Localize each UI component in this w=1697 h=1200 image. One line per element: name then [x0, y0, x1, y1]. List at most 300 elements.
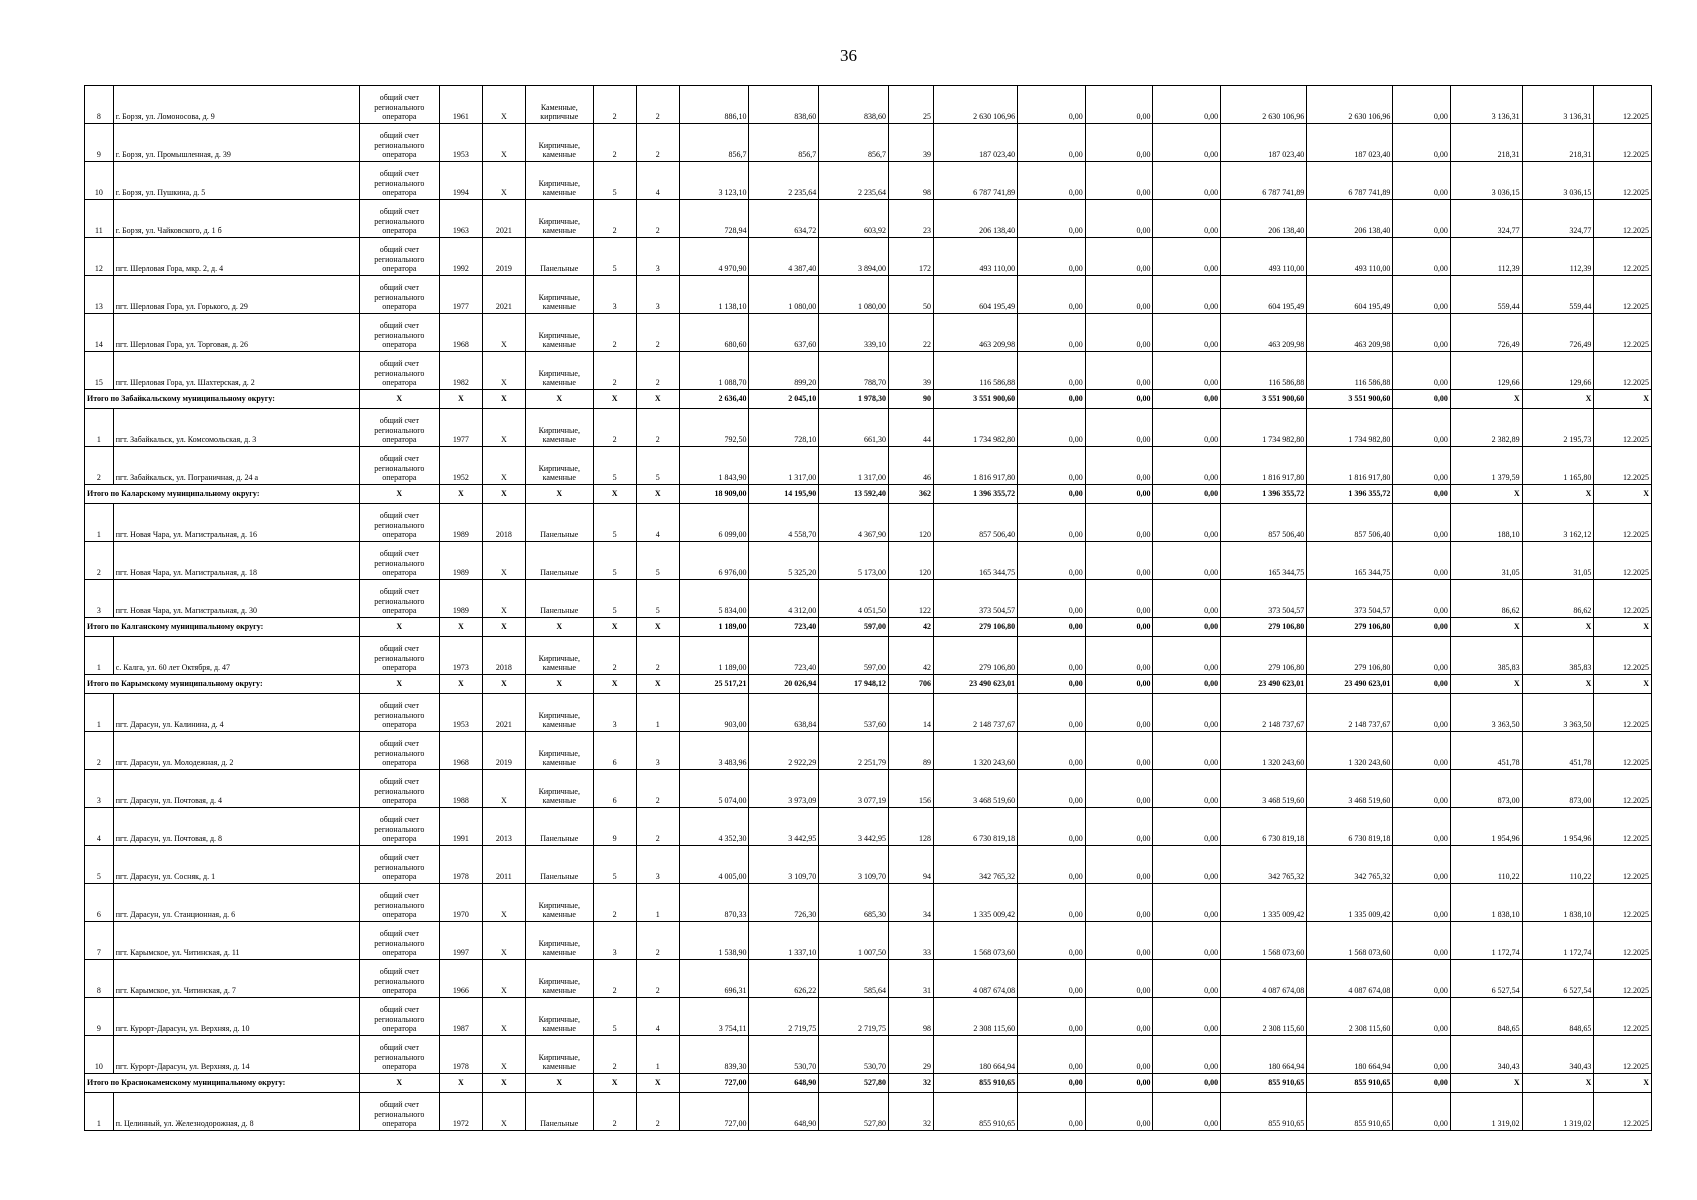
- value-cell-c5: 3 468 519,60: [1221, 770, 1307, 808]
- material-cell: [525, 314, 593, 352]
- value-cell-a2: 1 337,10: [749, 922, 819, 960]
- material-cell: [525, 238, 593, 276]
- value-cell-c1: 1 734 982,80: [934, 409, 1018, 447]
- value-cell-c9: 1 838,10: [1522, 884, 1594, 922]
- value-cell-c3: 0,00: [1085, 998, 1153, 1036]
- entrances-cell: 4: [636, 162, 679, 200]
- value-cell-c8: 559,44: [1450, 276, 1522, 314]
- value-cell-c3: 0,00: [1085, 1036, 1153, 1074]
- year-cell: 1968: [439, 314, 482, 352]
- account-line: оператора: [382, 606, 417, 616]
- value-cell-c1: 1 396 355,72: [934, 485, 1018, 504]
- value-cell-a3: 17 948,12: [819, 675, 889, 694]
- value-cell-a1: 25 517,21: [679, 675, 749, 694]
- value-cell-c2: 0,00: [1018, 1093, 1086, 1131]
- value-cell-c6: 116 586,88: [1307, 352, 1393, 390]
- value-cell-c8: X: [1450, 618, 1522, 637]
- entrances-cell: 2: [636, 637, 679, 675]
- value-cell-c1: 116 586,88: [934, 352, 1018, 390]
- material-line: Кирпичные,: [538, 900, 580, 910]
- floors-cell: 5: [593, 238, 636, 276]
- value-cell-c4: 0,00: [1153, 675, 1221, 694]
- value-cell-c4: 0,00: [1153, 770, 1221, 808]
- value-cell-c9: 3 036,15: [1522, 162, 1594, 200]
- value-cell-c2: 0,00: [1018, 675, 1086, 694]
- account-line: оператора: [382, 435, 417, 445]
- account-line: оператора: [382, 378, 417, 388]
- value-cell-c7: 0,00: [1393, 314, 1450, 352]
- value-cell-c3: 0,00: [1085, 124, 1153, 162]
- table-row: [85, 998, 1652, 1036]
- table-row: [85, 86, 1652, 124]
- value-cell-c9: 340,43: [1522, 1036, 1594, 1074]
- value-cell-a1: 5 074,00: [679, 770, 749, 808]
- value-cell-c1: 857 506,40: [934, 504, 1018, 542]
- account-line: регионального: [374, 140, 425, 150]
- material-cell: [525, 998, 593, 1036]
- value-cell-a2: 723,40: [749, 637, 819, 675]
- entrances-cell: 2: [636, 314, 679, 352]
- value-cell-c2: 0,00: [1018, 998, 1086, 1036]
- value-cell-c4: 0,00: [1153, 618, 1221, 637]
- row-number: 12: [85, 238, 114, 276]
- year-cell: 1978: [439, 846, 482, 884]
- value-cell-c6: 279 106,80: [1307, 637, 1393, 675]
- account-line: оператора: [382, 264, 417, 274]
- value-cell-c6: 1 320 243,60: [1307, 732, 1393, 770]
- year-cell: 1952: [439, 447, 482, 485]
- value-cell-a1: 2 636,40: [679, 390, 749, 409]
- value-cell-c8: 1 379,59: [1450, 447, 1522, 485]
- date-cell: 12.2025: [1594, 1036, 1652, 1074]
- entrances-cell: 2: [636, 960, 679, 998]
- repair-year-cell: 2013: [482, 808, 525, 846]
- repair-year-cell: X: [482, 580, 525, 618]
- value-cell-c9: 112,39: [1522, 238, 1594, 276]
- entrances-cell: 3: [636, 846, 679, 884]
- material-cell: [525, 732, 593, 770]
- account-line: общий счет: [379, 549, 419, 559]
- value-cell-c3: 0,00: [1085, 485, 1153, 504]
- value-cell-c2: 0,00: [1018, 846, 1086, 884]
- address-cell: пгт. Карымское, ул. Читинская, д. 11: [113, 922, 359, 960]
- value-cell-a1: 792,50: [679, 409, 749, 447]
- table-row: [85, 770, 1652, 808]
- value-cell-res: 98: [888, 998, 933, 1036]
- value-cell-a2: 14 195,90: [749, 485, 819, 504]
- account-line: регионального: [374, 1109, 425, 1119]
- value-cell-c5: 23 490 623,01: [1221, 675, 1307, 694]
- value-cell-c4: 0,00: [1153, 162, 1221, 200]
- entrances-cell: 1: [636, 1036, 679, 1074]
- table-row: [85, 314, 1652, 352]
- floors-cell: 2: [593, 124, 636, 162]
- value-cell-c1: 6 787 741,89: [934, 162, 1018, 200]
- value-cell-c9: X: [1522, 1074, 1594, 1093]
- value-cell-c3: 0,00: [1085, 352, 1153, 390]
- value-cell-c5: 604 195,49: [1221, 276, 1307, 314]
- address-cell: пгт. Курорт-Дарасун, ул. Верхняя, д. 14: [113, 1036, 359, 1074]
- floors-cell: 2: [593, 314, 636, 352]
- account-cell: [359, 998, 439, 1036]
- value-cell-a3: 3 894,00: [819, 238, 889, 276]
- value-cell-c2: 0,00: [1018, 960, 1086, 998]
- account-cell: [359, 124, 439, 162]
- floors-cell: 2: [593, 960, 636, 998]
- account-line: регионального: [374, 292, 425, 302]
- value-cell-c7: 0,00: [1393, 86, 1450, 124]
- value-cell-a1: 6 976,00: [679, 542, 749, 580]
- repair-year-cell: X: [482, 409, 525, 447]
- value-cell-c6: 165 344,75: [1307, 542, 1393, 580]
- year-cell: 1992: [439, 238, 482, 276]
- address-cell: п. Целинный, ул. Железнодорожная, д. 8: [113, 1093, 359, 1131]
- floors-cell: 5: [593, 846, 636, 884]
- value-cell-c4: 0,00: [1153, 846, 1221, 884]
- subtotal-label: Итого по Каларскому муниципальному округу:: [85, 485, 360, 504]
- account-line: общий счет: [379, 245, 419, 255]
- date-cell: 12.2025: [1594, 694, 1652, 732]
- material-cell: [525, 960, 593, 998]
- value-cell-c1: 187 023,40: [934, 124, 1018, 162]
- address-cell: пгт. Шерловая Гора, ул. Шахтерская, д. 2: [113, 352, 359, 390]
- value-cell-c2: 0,00: [1018, 352, 1086, 390]
- date-cell: 12.2025: [1594, 922, 1652, 960]
- account-line: оператора: [382, 1024, 417, 1034]
- material-cell: X: [525, 485, 593, 504]
- value-cell-a3: 2 251,79: [819, 732, 889, 770]
- repair-year-cell: 2018: [482, 637, 525, 675]
- value-cell-c9: 1 172,74: [1522, 922, 1594, 960]
- value-cell-c1: 855 910,65: [934, 1074, 1018, 1093]
- value-cell-c3: 0,00: [1085, 884, 1153, 922]
- table-row: [85, 200, 1652, 238]
- account-cell: [359, 922, 439, 960]
- value-cell-res: 39: [888, 352, 933, 390]
- value-cell-c6: 1 734 982,80: [1307, 409, 1393, 447]
- value-cell-c7: 0,00: [1393, 200, 1450, 238]
- value-cell-a3: 1 080,00: [819, 276, 889, 314]
- value-cell-c4: 0,00: [1153, 447, 1221, 485]
- value-cell-c6: 3 468 519,60: [1307, 770, 1393, 808]
- entrances-cell: X: [636, 675, 679, 694]
- material-line: каменные: [542, 663, 576, 673]
- material-line: каменные: [542, 435, 576, 445]
- address-cell: пгт. Забайкальск, ул. Комсомольская, д. 3: [113, 409, 359, 447]
- floors-cell: 3: [593, 694, 636, 732]
- date-cell: 12.2025: [1594, 276, 1652, 314]
- date-cell: 12.2025: [1594, 124, 1652, 162]
- value-cell-c9: 31,05: [1522, 542, 1594, 580]
- account-cell: X: [359, 618, 439, 637]
- date-cell: X: [1594, 618, 1652, 637]
- account-line: регионального: [374, 824, 425, 834]
- material-cell: [525, 276, 593, 314]
- row-number: 15: [85, 352, 114, 390]
- value-cell-c2: 0,00: [1018, 447, 1086, 485]
- value-cell-c1: 1 320 243,60: [934, 732, 1018, 770]
- entrances-cell: 2: [636, 409, 679, 447]
- account-line: общий счет: [379, 701, 419, 711]
- account-cell: [359, 884, 439, 922]
- value-cell-c5: 1 734 982,80: [1221, 409, 1307, 447]
- value-cell-c8: 324,77: [1450, 200, 1522, 238]
- account-line: оператора: [382, 568, 417, 578]
- material-line: каменные: [542, 948, 576, 958]
- value-cell-c3: 0,00: [1085, 580, 1153, 618]
- value-cell-c7: 0,00: [1393, 732, 1450, 770]
- table-row: [85, 352, 1652, 390]
- value-cell-res: 362: [888, 485, 933, 504]
- value-cell-res: 33: [888, 922, 933, 960]
- material-line: каменные: [542, 910, 576, 920]
- date-cell: X: [1594, 675, 1652, 694]
- value-cell-c1: 2 630 106,96: [934, 86, 1018, 124]
- value-cell-res: 706: [888, 675, 933, 694]
- value-cell-a2: 3 973,09: [749, 770, 819, 808]
- value-cell-a3: 1 317,00: [819, 447, 889, 485]
- value-cell-c2: 0,00: [1018, 808, 1086, 846]
- value-cell-c4: 0,00: [1153, 1036, 1221, 1074]
- repair-year-cell: 2018: [482, 504, 525, 542]
- value-cell-c1: 604 195,49: [934, 276, 1018, 314]
- value-cell-c8: 1 172,74: [1450, 922, 1522, 960]
- value-cell-c7: 0,00: [1393, 124, 1450, 162]
- value-cell-c1: 3 551 900,60: [934, 390, 1018, 409]
- subtotal-row: [85, 390, 1652, 409]
- value-cell-c8: 2 382,89: [1450, 409, 1522, 447]
- date-cell: 12.2025: [1594, 770, 1652, 808]
- value-cell-a3: 339,10: [819, 314, 889, 352]
- table-row: [85, 409, 1652, 447]
- date-cell: 12.2025: [1594, 884, 1652, 922]
- account-cell: [359, 542, 439, 580]
- account-cell: X: [359, 675, 439, 694]
- value-cell-c2: 0,00: [1018, 542, 1086, 580]
- row-number: 13: [85, 276, 114, 314]
- table-row: [85, 1093, 1652, 1131]
- value-cell-c5: 857 506,40: [1221, 504, 1307, 542]
- value-cell-c7: 0,00: [1393, 694, 1450, 732]
- date-cell: 12.2025: [1594, 998, 1652, 1036]
- account-cell: [359, 732, 439, 770]
- value-cell-a2: 2 922,29: [749, 732, 819, 770]
- material-cell: [525, 637, 593, 675]
- value-cell-c1: 4 087 674,08: [934, 960, 1018, 998]
- value-cell-c4: 0,00: [1153, 409, 1221, 447]
- repair-year-cell: X: [482, 86, 525, 124]
- material-cell: [525, 352, 593, 390]
- value-cell-c6: 1 335 009,42: [1307, 884, 1393, 922]
- value-cell-c2: 0,00: [1018, 162, 1086, 200]
- account-cell: [359, 238, 439, 276]
- value-cell-a1: 886,10: [679, 86, 749, 124]
- entrances-cell: 2: [636, 922, 679, 960]
- value-cell-a2: 4 387,40: [749, 238, 819, 276]
- address-cell: пгт. Карымское, ул. Читинская, д. 7: [113, 960, 359, 998]
- row-number: 1: [85, 694, 114, 732]
- table-row: [85, 808, 1652, 846]
- material-cell: [525, 86, 593, 124]
- value-cell-res: 31: [888, 960, 933, 998]
- account-cell: [359, 409, 439, 447]
- floors-cell: 6: [593, 732, 636, 770]
- subtotal-row: [85, 618, 1652, 637]
- value-cell-a2: 648,90: [749, 1074, 819, 1093]
- value-cell-a2: 638,84: [749, 694, 819, 732]
- row-number: 11: [85, 200, 114, 238]
- account-line: оператора: [382, 530, 417, 540]
- account-line: регионального: [374, 425, 425, 435]
- account-line: общий счет: [379, 283, 419, 293]
- value-cell-c6: 2 148 737,67: [1307, 694, 1393, 732]
- value-cell-a2: 728,10: [749, 409, 819, 447]
- value-cell-c4: 0,00: [1153, 960, 1221, 998]
- repair-year-cell: X: [482, 314, 525, 352]
- value-cell-c8: 3 036,15: [1450, 162, 1522, 200]
- value-cell-c5: 373 504,57: [1221, 580, 1307, 618]
- date-cell: 12.2025: [1594, 732, 1652, 770]
- row-number: 3: [85, 580, 114, 618]
- year-cell: 1966: [439, 960, 482, 998]
- account-line: регионального: [374, 976, 425, 986]
- table-row: [85, 162, 1652, 200]
- value-cell-c8: 848,65: [1450, 998, 1522, 1036]
- value-cell-c3: 0,00: [1085, 447, 1153, 485]
- entrances-cell: 1: [636, 694, 679, 732]
- floors-cell: X: [593, 390, 636, 409]
- address-cell: г. Борзя, ул. Промышленная, д. 39: [113, 124, 359, 162]
- value-cell-c9: 451,78: [1522, 732, 1594, 770]
- value-cell-c9: 110,22: [1522, 846, 1594, 884]
- year-cell: 1977: [439, 409, 482, 447]
- address-cell: пгт. Забайкальск, ул. Пограничная, д. 24 а: [113, 447, 359, 485]
- address-cell: пгт. Шерловая Гора, мкр. 2, д. 4: [113, 238, 359, 276]
- value-cell-a3: 537,60: [819, 694, 889, 732]
- value-cell-c7: 0,00: [1393, 1036, 1450, 1074]
- value-cell-a1: 3 123,10: [679, 162, 749, 200]
- floors-cell: 2: [593, 409, 636, 447]
- value-cell-c6: 604 195,49: [1307, 276, 1393, 314]
- value-cell-a2: 2 235,64: [749, 162, 819, 200]
- address-cell: пгт. Дарасун, ул. Станционная, д. 6: [113, 884, 359, 922]
- value-cell-res: 120: [888, 542, 933, 580]
- value-cell-c5: 1 816 917,80: [1221, 447, 1307, 485]
- value-cell-c7: 0,00: [1393, 1074, 1450, 1093]
- year-cell: 1989: [439, 580, 482, 618]
- floors-cell: 2: [593, 1093, 636, 1131]
- entrances-cell: 2: [636, 1093, 679, 1131]
- value-cell-c9: 726,49: [1522, 314, 1594, 352]
- value-cell-c6: 493 110,00: [1307, 238, 1393, 276]
- table-row: [85, 447, 1652, 485]
- value-cell-c4: 0,00: [1153, 390, 1221, 409]
- account-line: общий счет: [379, 929, 419, 939]
- value-cell-c3: 0,00: [1085, 732, 1153, 770]
- entrances-cell: 2: [636, 86, 679, 124]
- value-cell-a3: 838,60: [819, 86, 889, 124]
- address-cell: г. Борзя, ул. Пушкина, д. 5: [113, 162, 359, 200]
- row-number: 1: [85, 1093, 114, 1131]
- value-cell-c7: 0,00: [1393, 390, 1450, 409]
- entrances-cell: 2: [636, 124, 679, 162]
- value-cell-c3: 0,00: [1085, 675, 1153, 694]
- material-cell: [525, 922, 593, 960]
- value-cell-c4: 0,00: [1153, 485, 1221, 504]
- account-cell: [359, 1036, 439, 1074]
- value-cell-c6: 1 396 355,72: [1307, 485, 1393, 504]
- value-cell-res: 89: [888, 732, 933, 770]
- value-cell-a2: 4 558,70: [749, 504, 819, 542]
- value-cell-c4: 0,00: [1153, 922, 1221, 960]
- account-line: общий счет: [379, 853, 419, 863]
- date-cell: X: [1594, 485, 1652, 504]
- value-cell-c1: 2 308 115,60: [934, 998, 1018, 1036]
- material-line: Кирпичные,: [538, 938, 580, 948]
- account-cell: [359, 86, 439, 124]
- value-cell-a1: 5 834,00: [679, 580, 749, 618]
- year-cell: X: [439, 1074, 482, 1093]
- account-line: оператора: [382, 986, 417, 996]
- material-line: Панельные: [540, 872, 579, 882]
- material-line: каменные: [542, 340, 576, 350]
- value-cell-c6: 1 568 073,60: [1307, 922, 1393, 960]
- value-cell-c7: 0,00: [1393, 922, 1450, 960]
- value-cell-c7: 0,00: [1393, 960, 1450, 998]
- entrances-cell: X: [636, 485, 679, 504]
- account-line: оператора: [382, 1062, 417, 1072]
- value-cell-c1: 206 138,40: [934, 200, 1018, 238]
- value-cell-res: 29: [888, 1036, 933, 1074]
- value-cell-c6: 6 787 741,89: [1307, 162, 1393, 200]
- value-cell-a1: 3 754,11: [679, 998, 749, 1036]
- account-line: оператора: [382, 340, 417, 350]
- account-line: общий счет: [379, 1005, 419, 1015]
- row-number: 1: [85, 504, 114, 542]
- account-line: оператора: [382, 663, 417, 673]
- date-cell: 12.2025: [1594, 542, 1652, 580]
- subtotal-label: Итого по Краснокаменскому муниципальному округу:: [85, 1074, 360, 1093]
- table-row: [85, 1036, 1652, 1074]
- material-cell: [525, 409, 593, 447]
- value-cell-c3: 0,00: [1085, 390, 1153, 409]
- value-cell-c2: 0,00: [1018, 694, 1086, 732]
- value-cell-a1: 727,00: [679, 1074, 749, 1093]
- floors-cell: X: [593, 485, 636, 504]
- address-cell: пгт. Дарасун, ул. Калинина, д. 4: [113, 694, 359, 732]
- date-cell: 12.2025: [1594, 162, 1652, 200]
- value-cell-res: 156: [888, 770, 933, 808]
- account-line: регионального: [374, 463, 425, 473]
- value-cell-a2: 626,22: [749, 960, 819, 998]
- account-line: оператора: [382, 872, 417, 882]
- value-cell-c2: 0,00: [1018, 637, 1086, 675]
- value-cell-c5: 463 209,98: [1221, 314, 1307, 352]
- value-cell-c9: X: [1522, 675, 1594, 694]
- account-line: общий счет: [379, 1043, 419, 1053]
- value-cell-c6: 857 506,40: [1307, 504, 1393, 542]
- value-cell-c9: 2 195,73: [1522, 409, 1594, 447]
- value-cell-a3: 3 442,95: [819, 808, 889, 846]
- value-cell-c4: 0,00: [1153, 732, 1221, 770]
- value-cell-c5: 165 344,75: [1221, 542, 1307, 580]
- floors-cell: 2: [593, 352, 636, 390]
- value-cell-c1: 6 730 819,18: [934, 808, 1018, 846]
- account-cell: [359, 162, 439, 200]
- value-cell-res: 50: [888, 276, 933, 314]
- value-cell-a1: 727,00: [679, 1093, 749, 1131]
- value-cell-c5: 116 586,88: [1221, 352, 1307, 390]
